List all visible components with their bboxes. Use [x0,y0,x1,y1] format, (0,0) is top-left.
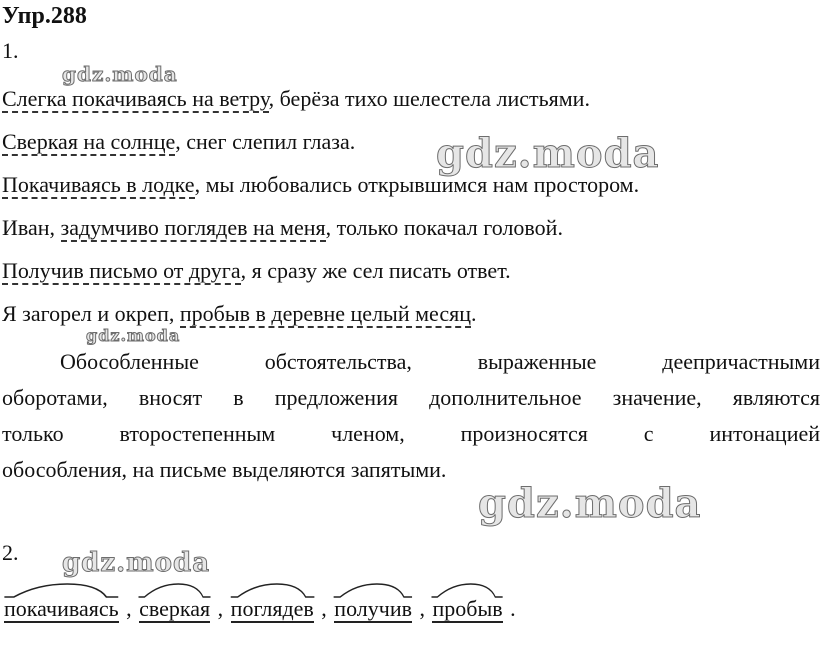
root-arc-mark [229,584,316,598]
sentence-rest: , снег слепил глаза. [175,129,356,154]
sentence-rest: , только покачал головой. [325,215,563,240]
watermark: gdz.moda [62,548,211,578]
task-2-number: 2. [2,540,19,565]
analyzed-word: покачиваясь [2,596,121,622]
separator: , [120,596,138,621]
end-punctuation: . [504,596,516,621]
paragraph-line: оборотами, вносят в предложения дополнительное значение, являются [2,385,820,410]
exercise-title: Упр.288 [2,3,87,29]
sentence-rest: . [471,301,477,326]
analyzed-word: поглядев [229,596,316,622]
analyzed-word: пробыв [430,596,504,622]
paragraph-line: обособления, на письме выделяются запятыми. [2,457,447,482]
watermark: gdz.moda [62,62,178,86]
participial-phrase: пробыв в деревне целый месяц [179,301,471,326]
participial-phrase: Покачиваясь в лодке [2,172,195,197]
watermark: gdz.moda [478,480,702,527]
sentence-5 [2,258,511,284]
analyzed-word: сверкая [137,596,212,622]
rule-paragraph [2,344,820,488]
sentence-2 [2,129,355,155]
root-arc-mark [2,584,121,598]
watermark: gdz.moda [436,130,660,177]
separator: , [212,596,229,621]
sentence-start: Я загорел и окреп, [2,301,180,326]
paragraph-line: Обособленные обстоятельства, выраженные деепричастными [60,349,820,374]
participial-phrase: Слегка покачиваясь на ветру [2,86,269,111]
watermark: gdz.moda [86,326,181,345]
sentence-6 [2,301,477,327]
root-arc-mark [332,584,414,598]
sentence-rest: , берёза тихо шелестела листьями. [268,86,590,111]
sentence-start: Иван, [2,215,61,240]
separator: , [315,596,333,621]
sentence-rest: , я сразу же сел писать ответ. [240,258,511,283]
paragraph-line: только второстепенным членом, произносятся с интонацией [2,421,820,446]
separator: , [413,596,431,621]
participial-phrase: Сверкая на солнце [2,129,176,154]
task-1-number: 1. [2,38,19,63]
participial-phrase: Получив письмо от друга [2,258,241,283]
root-arc-mark [430,584,504,598]
sentence-1 [2,86,590,112]
root-arc-mark [137,584,212,598]
word-analysis-line [2,596,516,622]
analyzed-word: получив [332,596,414,622]
participial-phrase: задумчиво поглядев на меня [60,215,326,240]
sentence-4 [2,215,563,241]
sentence-rest: , мы любовались открывшимся нам простором. [194,172,640,197]
